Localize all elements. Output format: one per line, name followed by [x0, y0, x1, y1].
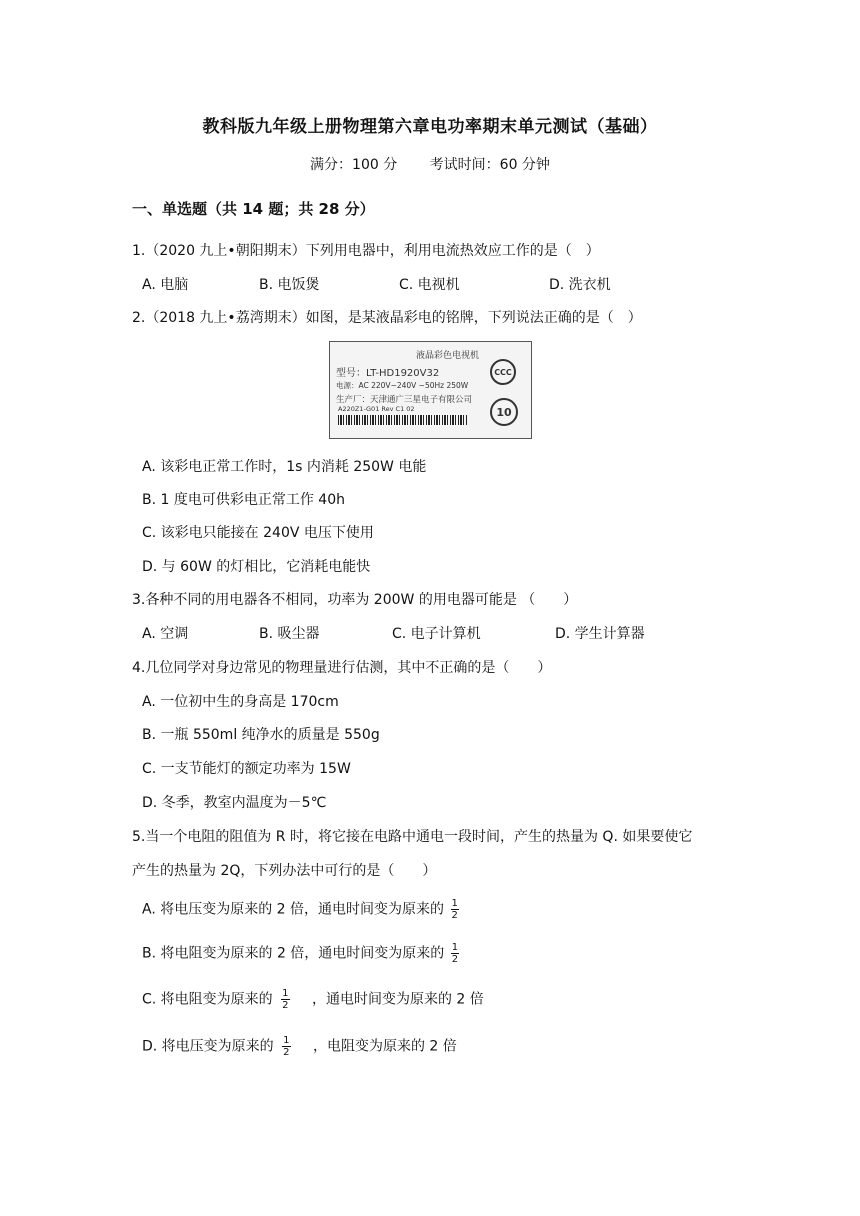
q5-option-b	[142, 942, 459, 965]
q5-option-b-text: B. 将电阻变为原来的 2 倍，通电时间变为原来的	[142, 945, 445, 962]
q5-option-c	[142, 988, 484, 1011]
full-score: 满分：100 分	[310, 157, 398, 173]
q5-option-a-text: A. 将电压变为原来的 2 倍，通电时间变为原来的	[142, 901, 445, 918]
exam-info	[0, 154, 860, 174]
q5-option-d-post: ，电阻变为原来的 2 倍	[312, 1038, 457, 1055]
q2-option-b: B. 1 度电可供彩电正常工作 40h	[142, 492, 345, 508]
tv-nameplate-image	[329, 341, 532, 439]
question-5-stem-line1: 5.当一个电阻的阻值为 R 时，将它接在电路中通电一段时间，产生的热量为 Q. 如果要使它	[132, 829, 693, 845]
ccc-mark-icon: CCC	[490, 359, 516, 385]
fraction-one-half: $\frac{1}{2}$	[451, 942, 459, 965]
page-title: 教科版九年级上册物理第六章电功率期末单元测试（基础）	[202, 117, 658, 137]
q5-option-d-pre: D. 将电压变为原来的	[142, 1038, 274, 1055]
nameplate-serial: A220Z1-G01 Rev C1 02	[338, 405, 415, 413]
question-1-stem: 1.（2020 九上•朝阳期末）下列用电器中，利用电流热效应工作的是（ ）	[132, 243, 600, 259]
q4-option-c: C. 一支节能灯的额定功率为 15W	[142, 761, 351, 777]
q5-option-c-pre: C. 将电阻变为原来的	[142, 991, 273, 1008]
q3-option-d: D. 学生计算器	[555, 626, 645, 642]
q2-option-a: A. 该彩电正常工作时，1s 内消耗 250W 电能	[142, 459, 427, 475]
q3-option-c: C. 电子计算机	[392, 626, 481, 642]
fraction-one-half: $\frac{1}{2}$	[283, 1035, 290, 1058]
q5-option-c-post: ，通电时间变为原来的 2 倍	[311, 991, 484, 1008]
barcode-icon	[338, 415, 468, 425]
q1-option-d: D. 洗衣机	[549, 277, 611, 293]
eco-10-mark-icon: 10	[490, 398, 518, 426]
q2-option-d: D. 与 60W 的灯相比，它消耗电能快	[142, 559, 371, 575]
question-2-stem: 2.（2018 九上•荔湾期末）如图，是某液晶彩电的铭牌，下列说法正确的是（ ）	[132, 310, 642, 326]
q1-option-a: A. 电脑	[142, 277, 189, 293]
nameplate-heading: 液晶彩色电视机	[416, 351, 480, 361]
fraction-one-half: $\frac{1}{2}$	[451, 898, 458, 921]
q2-option-c: C. 该彩电只能接在 240V 电压下使用	[142, 525, 374, 541]
question-4-stem: 4.几位同学对身边常见的物理量进行估测，其中不正确的是（ ）	[132, 660, 552, 676]
nameplate-model: 型号：LT-HD1920V32	[336, 368, 440, 379]
exam-time: 考试时间：60 分钟	[429, 157, 550, 173]
q3-option-b: B. 吸尘器	[259, 626, 320, 642]
section-heading: 一、单选题（共 14 题；共 28 分）	[132, 200, 375, 218]
nameplate-maker: 生产厂：天津通广三星电子有限公司	[336, 395, 473, 405]
nameplate-power: 电源：AC 220V~240V ~50Hz 250W	[336, 381, 469, 390]
q4-option-d: D. 冬季，教室内温度为－5℃	[142, 795, 327, 811]
q1-option-b: B. 电饭煲	[259, 277, 320, 293]
question-5-stem-line2: 产生的热量为 2Q，下列办法中可行的是（ ）	[132, 863, 437, 879]
question-3-stem: 3.各种不同的用电器各不相同，功率为 200W 的用电器可能是 （ ）	[132, 592, 578, 608]
q4-option-a: A. 一位初中生的身高是 170cm	[142, 694, 339, 710]
fraction-one-half: $\frac{1}{2}$	[282, 988, 289, 1011]
q5-option-d	[142, 1035, 457, 1058]
q1-option-c: C. 电视机	[399, 277, 460, 293]
q3-option-a: A. 空调	[142, 626, 189, 642]
q5-option-a	[142, 898, 459, 921]
q4-option-b: B. 一瓶 550ml 纯净水的质量是 550g	[142, 727, 380, 743]
